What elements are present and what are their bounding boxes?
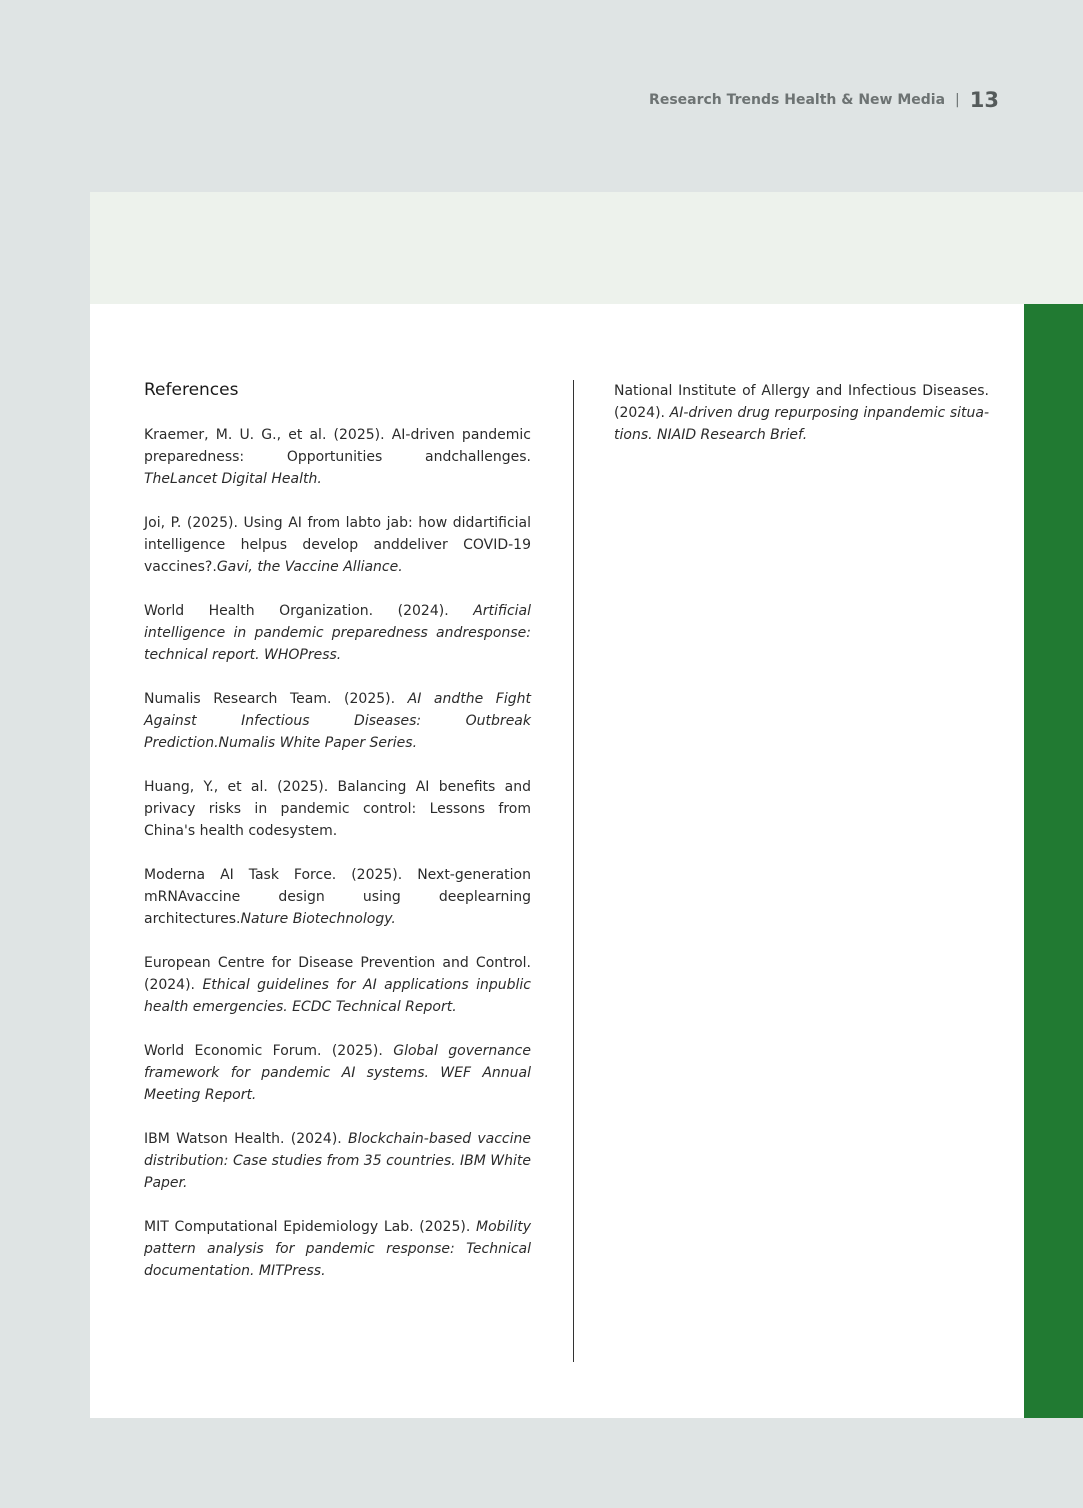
references-left-column (144, 380, 531, 1304)
references-heading: References (144, 380, 239, 400)
reference-entry: European Centre for Disease Prevention and Control. (2024). Ethical guidelines for AI applications inpublic health emergencies. ECDC Technical Report. (144, 955, 531, 1015)
reference-entry: Moderna AI Task Force. (2025). Next-generation mRNAvaccine design using deeplearning architectures.Nature Biotechnology. (144, 867, 531, 927)
running-header (649, 88, 999, 112)
top-band (90, 192, 1083, 304)
reference-entry: IBM Watson Health. (2024). Blockchain-based vaccine distribution: Case studies from 35 countries. IBM White Paper. (144, 1131, 531, 1191)
reference-entry: MIT Computational Epidemiology Lab. (2025). Mobility pattern analysis for pandemic response: Technical documentation. MITPress. (144, 1219, 531, 1279)
running-title: Research Trends Health & New Media (649, 92, 946, 108)
reference-entry: Numalis Research Team. (2025). AI andthe Fight Against Infectious Diseases: Outbreak Prediction.Numalis White Paper Series. (144, 691, 531, 751)
reference-entry: World Health Organization. (2024). Artificial intelligence in pandemic preparedness andresponse: technical report. WHOPress. (144, 603, 531, 663)
column-divider (573, 380, 574, 1362)
green-side-bar (1024, 304, 1083, 1418)
reference-entry: Kraemer, M. U. G., et al. (2025). AI-driven pandemic preparedness: Opportunities andchallenges. TheLancet Digital Health. (144, 427, 531, 487)
reference-entry: National Institute of Allergy and Infectious Diseases. (2024). AI-driven drug repurposing inpandemic situa-tions. NIAID Research Brief. (614, 383, 989, 443)
references-right-column (614, 380, 989, 468)
reference-entry: World Economic Forum. (2025). Global governance framework for pandemic AI systems. WEF Annual Meeting Report. (144, 1043, 531, 1103)
header-separator: | (955, 92, 960, 108)
reference-entry: Huang, Y., et al. (2025). Balancing AI benefits and privacy risks in pandemic control: Lessons from China's health codesystem. (144, 779, 531, 839)
reference-entry: Joi, P. (2025). Using AI from labto jab: how didartificial intelligence helpus develop anddeliver COVID-19 vaccines?.Gavi, the Vaccine Alliance. (144, 515, 531, 575)
page-number: 13 (969, 88, 999, 112)
